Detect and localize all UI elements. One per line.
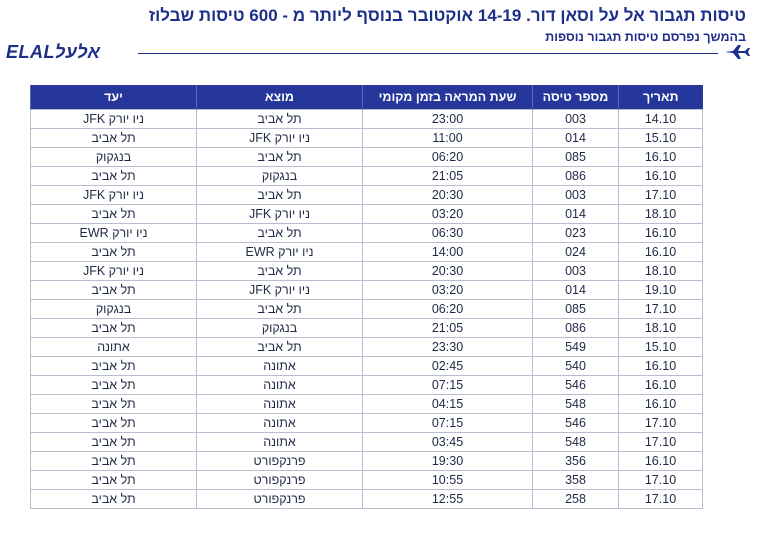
cell-destination: תל אביב [31,281,197,300]
table-row [31,205,703,224]
cell-flight-number: 014 [533,281,619,300]
cell-flight-number: 014 [533,205,619,224]
cell-departure-time: 10:55 [363,471,533,490]
cell-flight-number: 358 [533,471,619,490]
cell-departure-time: 02:45 [363,357,533,376]
cell-origin: תל אביב [197,224,363,243]
cell-destination: תל אביב [31,357,197,376]
cell-flight-number: 086 [533,319,619,338]
cell-departure-time: 23:30 [363,338,533,357]
cell-date: 16.10 [619,376,703,395]
column-header-date: תאריך [619,85,703,110]
cell-departure-time: 12:55 [363,490,533,509]
cell-departure-time: 06:30 [363,224,533,243]
cell-flight-number: 546 [533,414,619,433]
column-header-flight-number: מספר טיסה [533,85,619,110]
table-row [31,395,703,414]
cell-date: 18.10 [619,262,703,281]
cell-date: 19.10 [619,281,703,300]
table-header-row [31,85,703,110]
cell-date: 16.10 [619,243,703,262]
cell-origin: תל אביב [197,262,363,281]
cell-date: 16.10 [619,224,703,243]
cell-flight-number: 548 [533,433,619,452]
table-row [31,452,703,471]
table-row [31,224,703,243]
cell-destination: ניו יורק JFK [31,186,197,205]
cell-date: 17.10 [619,414,703,433]
table-row [31,319,703,338]
cell-destination: תל אביב [31,319,197,338]
table-row [31,338,703,357]
cell-departure-time: 06:20 [363,148,533,167]
cell-departure-time: 07:15 [363,376,533,395]
cell-destination: תל אביב [31,452,197,471]
cell-destination: תל אביב [31,395,197,414]
cell-flight-number: 003 [533,262,619,281]
table-row [31,281,703,300]
cell-flight-number: 356 [533,452,619,471]
cell-date: 16.10 [619,148,703,167]
cell-departure-time: 04:15 [363,395,533,414]
flight-schedule-table [30,85,703,509]
cell-date: 17.10 [619,433,703,452]
page-headline: טיסות תגבור אל על וסאן דור. 14-19 אוקטובר בנוסף ליותר מ - 600 טיסות שבלוז [148,6,746,25]
table-row [31,148,703,167]
cell-date: 16.10 [619,167,703,186]
cell-origin: פרנקפורט [197,471,363,490]
table-row [31,262,703,281]
cell-flight-number: 546 [533,376,619,395]
cell-origin: אתונה [197,357,363,376]
table-row [31,186,703,205]
cell-date: 16.10 [619,357,703,376]
cell-date: 16.10 [619,452,703,471]
cell-destination: תל אביב [31,167,197,186]
table-row [31,243,703,262]
table-row [31,376,703,395]
table-row [31,471,703,490]
cell-origin: אתונה [197,433,363,452]
cell-origin: פרנקפורט [197,490,363,509]
cell-flight-number: 548 [533,395,619,414]
cell-date: 18.10 [619,205,703,224]
cell-date: 15.10 [619,129,703,148]
cell-origin: אתונה [197,395,363,414]
table-row [31,490,703,509]
airplane-icon [724,44,750,60]
cell-destination: תל אביב [31,243,197,262]
cell-date: 18.10 [619,319,703,338]
table-row [31,110,703,129]
cell-origin: ניו יורק EWR [197,243,363,262]
elal-logo: ELALאלעל [6,42,101,62]
table-row [31,433,703,452]
cell-departure-time: 21:05 [363,319,533,338]
cell-destination: בנגקוק [31,148,197,167]
cell-flight-number: 085 [533,300,619,319]
cell-origin: פרנקפורט [197,452,363,471]
cell-origin: בנגקוק [197,319,363,338]
cell-date: 17.10 [619,471,703,490]
cell-flight-number: 024 [533,243,619,262]
cell-departure-time: 03:20 [363,205,533,224]
cell-origin: תל אביב [197,338,363,357]
cell-departure-time: 03:45 [363,433,533,452]
cell-flight-number: 023 [533,224,619,243]
cell-flight-number: 003 [533,110,619,129]
cell-flight-number: 003 [533,186,619,205]
cell-departure-time: 19:30 [363,452,533,471]
cell-destination: תל אביב [31,414,197,433]
cell-flight-number: 540 [533,357,619,376]
cell-departure-time: 07:15 [363,414,533,433]
cell-departure-time: 20:30 [363,262,533,281]
cell-flight-number: 086 [533,167,619,186]
cell-destination: תל אביב [31,433,197,452]
table-row [31,414,703,433]
cell-destination: ניו יורק JFK [31,110,197,129]
cell-date: 17.10 [619,300,703,319]
cell-date: 14.10 [619,110,703,129]
page-subheadline: בהמשך נפרסם טיסות תגבור נוספות [545,30,746,44]
cell-departure-time: 14:00 [363,243,533,262]
cell-origin: בנגקוק [197,167,363,186]
cell-origin: אתונה [197,376,363,395]
cell-origin: ניו יורק JFK [197,281,363,300]
cell-date: 17.10 [619,490,703,509]
cell-destination: אתונה [31,338,197,357]
cell-destination: תל אביב [31,129,197,148]
cell-date: 15.10 [619,338,703,357]
cell-flight-number: 014 [533,129,619,148]
cell-destination: תל אביב [31,490,197,509]
cell-flight-number: 549 [533,338,619,357]
cell-origin: אתונה [197,414,363,433]
column-header-destination: יעד [31,85,197,110]
cell-destination: תל אביב [31,376,197,395]
cell-destination: תל אביב [31,205,197,224]
table-row [31,129,703,148]
table-row [31,167,703,186]
table-row [31,357,703,376]
cell-origin: תל אביב [197,148,363,167]
cell-origin: ניו יורק JFK [197,129,363,148]
cell-departure-time: 21:05 [363,167,533,186]
cell-destination: בנגקוק [31,300,197,319]
cell-destination: ניו יורק JFK [31,262,197,281]
cell-departure-time: 11:00 [363,129,533,148]
cell-departure-time: 20:30 [363,186,533,205]
cell-origin: תל אביב [197,110,363,129]
cell-date: 17.10 [619,186,703,205]
cell-departure-time: 06:20 [363,300,533,319]
cell-origin: תל אביב [197,186,363,205]
cell-origin: ניו יורק JFK [197,205,363,224]
cell-flight-number: 085 [533,148,619,167]
cell-destination: ניו יורק EWR [31,224,197,243]
cell-destination: תל אביב [31,471,197,490]
header-divider [138,53,718,54]
cell-flight-number: 258 [533,490,619,509]
cell-departure-time: 23:00 [363,110,533,129]
column-header-departure-time: שעת המראה בזמן מקומי [363,85,533,110]
cell-origin: תל אביב [197,300,363,319]
table-row [31,300,703,319]
logo-row [0,38,768,66]
column-header-origin: מוצא [197,85,363,110]
cell-date: 16.10 [619,395,703,414]
cell-departure-time: 03:20 [363,281,533,300]
